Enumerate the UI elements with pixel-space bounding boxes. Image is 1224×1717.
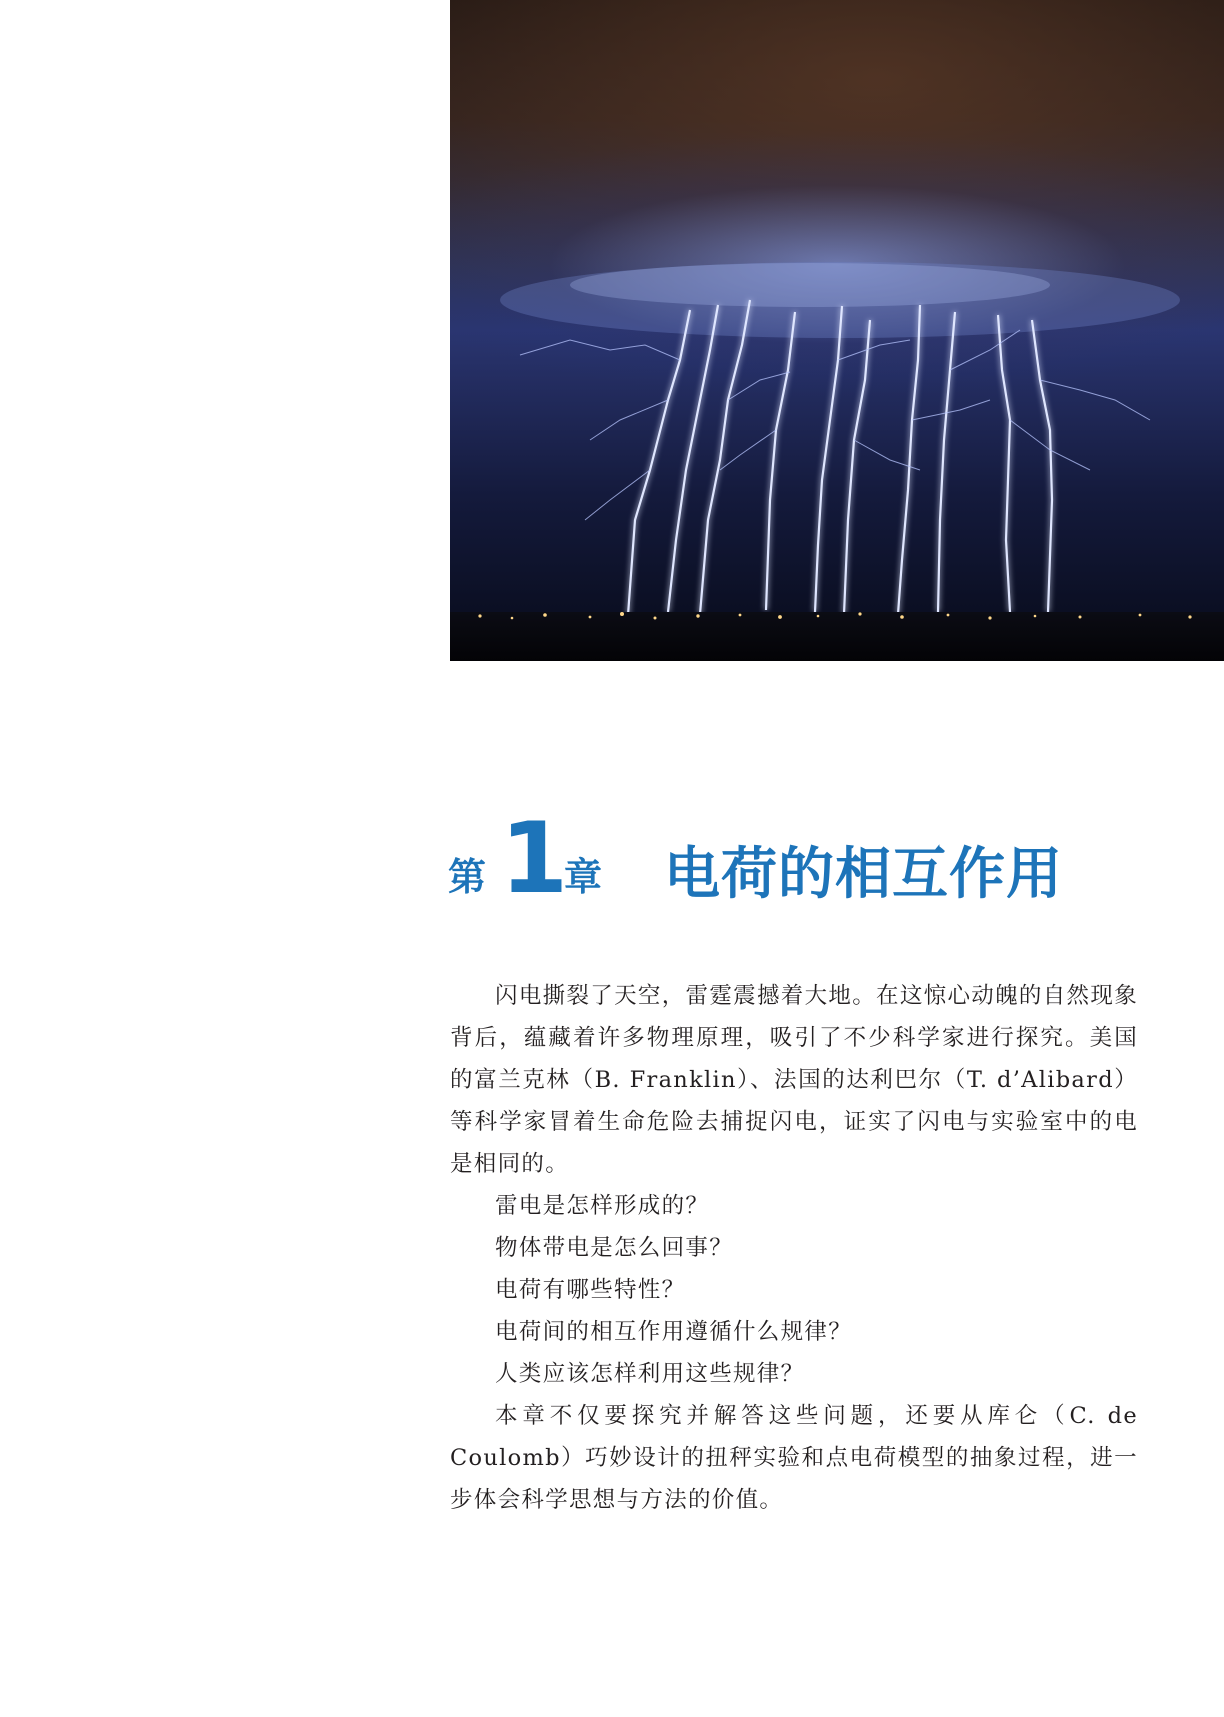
intro-question: 电荷有哪些特性？ [495,1277,686,1303]
lightning-branch [728,372,790,400]
intro-question: 物体带电是怎么回事？ [495,1235,734,1261]
intro-question: 电荷间的相互作用遵循什么规律？ [495,1319,853,1345]
lightning-bolt [700,300,750,614]
intro-question: 雷电是怎样形成的？ [495,1193,710,1219]
lightning-bolts [628,300,1052,615]
lightning-branch [585,470,650,520]
chapter-suffix: 章 [564,855,603,899]
chapter-heading [448,802,1088,922]
lightning-branch [590,400,668,440]
lightning-bolt [815,306,842,612]
lightning-bolt [668,305,718,612]
intro-paragraph: 本章不仅要探究并解答这些问题，还要从库仑（C. de Coulomb）巧妙设计的扭秤实验和点电荷模型的抽象过程，进一步体会科学思想与方法的价值。 [450,1403,1138,1513]
lightning-illustration [450,0,1224,661]
chapter-prefix: 第 [448,855,487,899]
ground [450,612,1224,661]
lightning-bolt [998,315,1010,612]
lightning-bolt [766,312,795,610]
lightning-branch [1040,380,1150,420]
intro-question: 人类应该怎样利用这些规律？ [495,1361,805,1387]
chapter-number: 1 [500,802,569,916]
lightning-branch [520,340,680,360]
chapter-intro [450,975,1138,1521]
lightning-branch [838,340,910,360]
cloud-glow [570,263,1050,307]
intro-paragraph: 闪电撕裂了天空，雷霆震撼着大地。在这惊心动魄的自然现象背后，蕴藏着许多物理原理，吸引了不少科学家进行探究。美国的富兰克林（B. Franklin）、法国的达利巴尔（T. d’Alibard）等科学家冒着生命危险去捕捉闪电，证实了闪电与实验室中的电是相同的。 [450,983,1138,1177]
lightning-branch [912,400,990,420]
lightning-bolt [844,320,870,614]
lightning-branch [950,330,1020,370]
lightning-bolt [628,310,690,615]
lightning-bolt [1032,320,1052,612]
lightning-photo [450,0,1224,661]
lightning-branch [720,430,776,470]
chapter-title: 电荷的相互作用 [664,842,1063,907]
lightning-bolt [938,312,955,612]
lightning-bolt [898,305,920,614]
lightning-branches [520,330,1150,520]
